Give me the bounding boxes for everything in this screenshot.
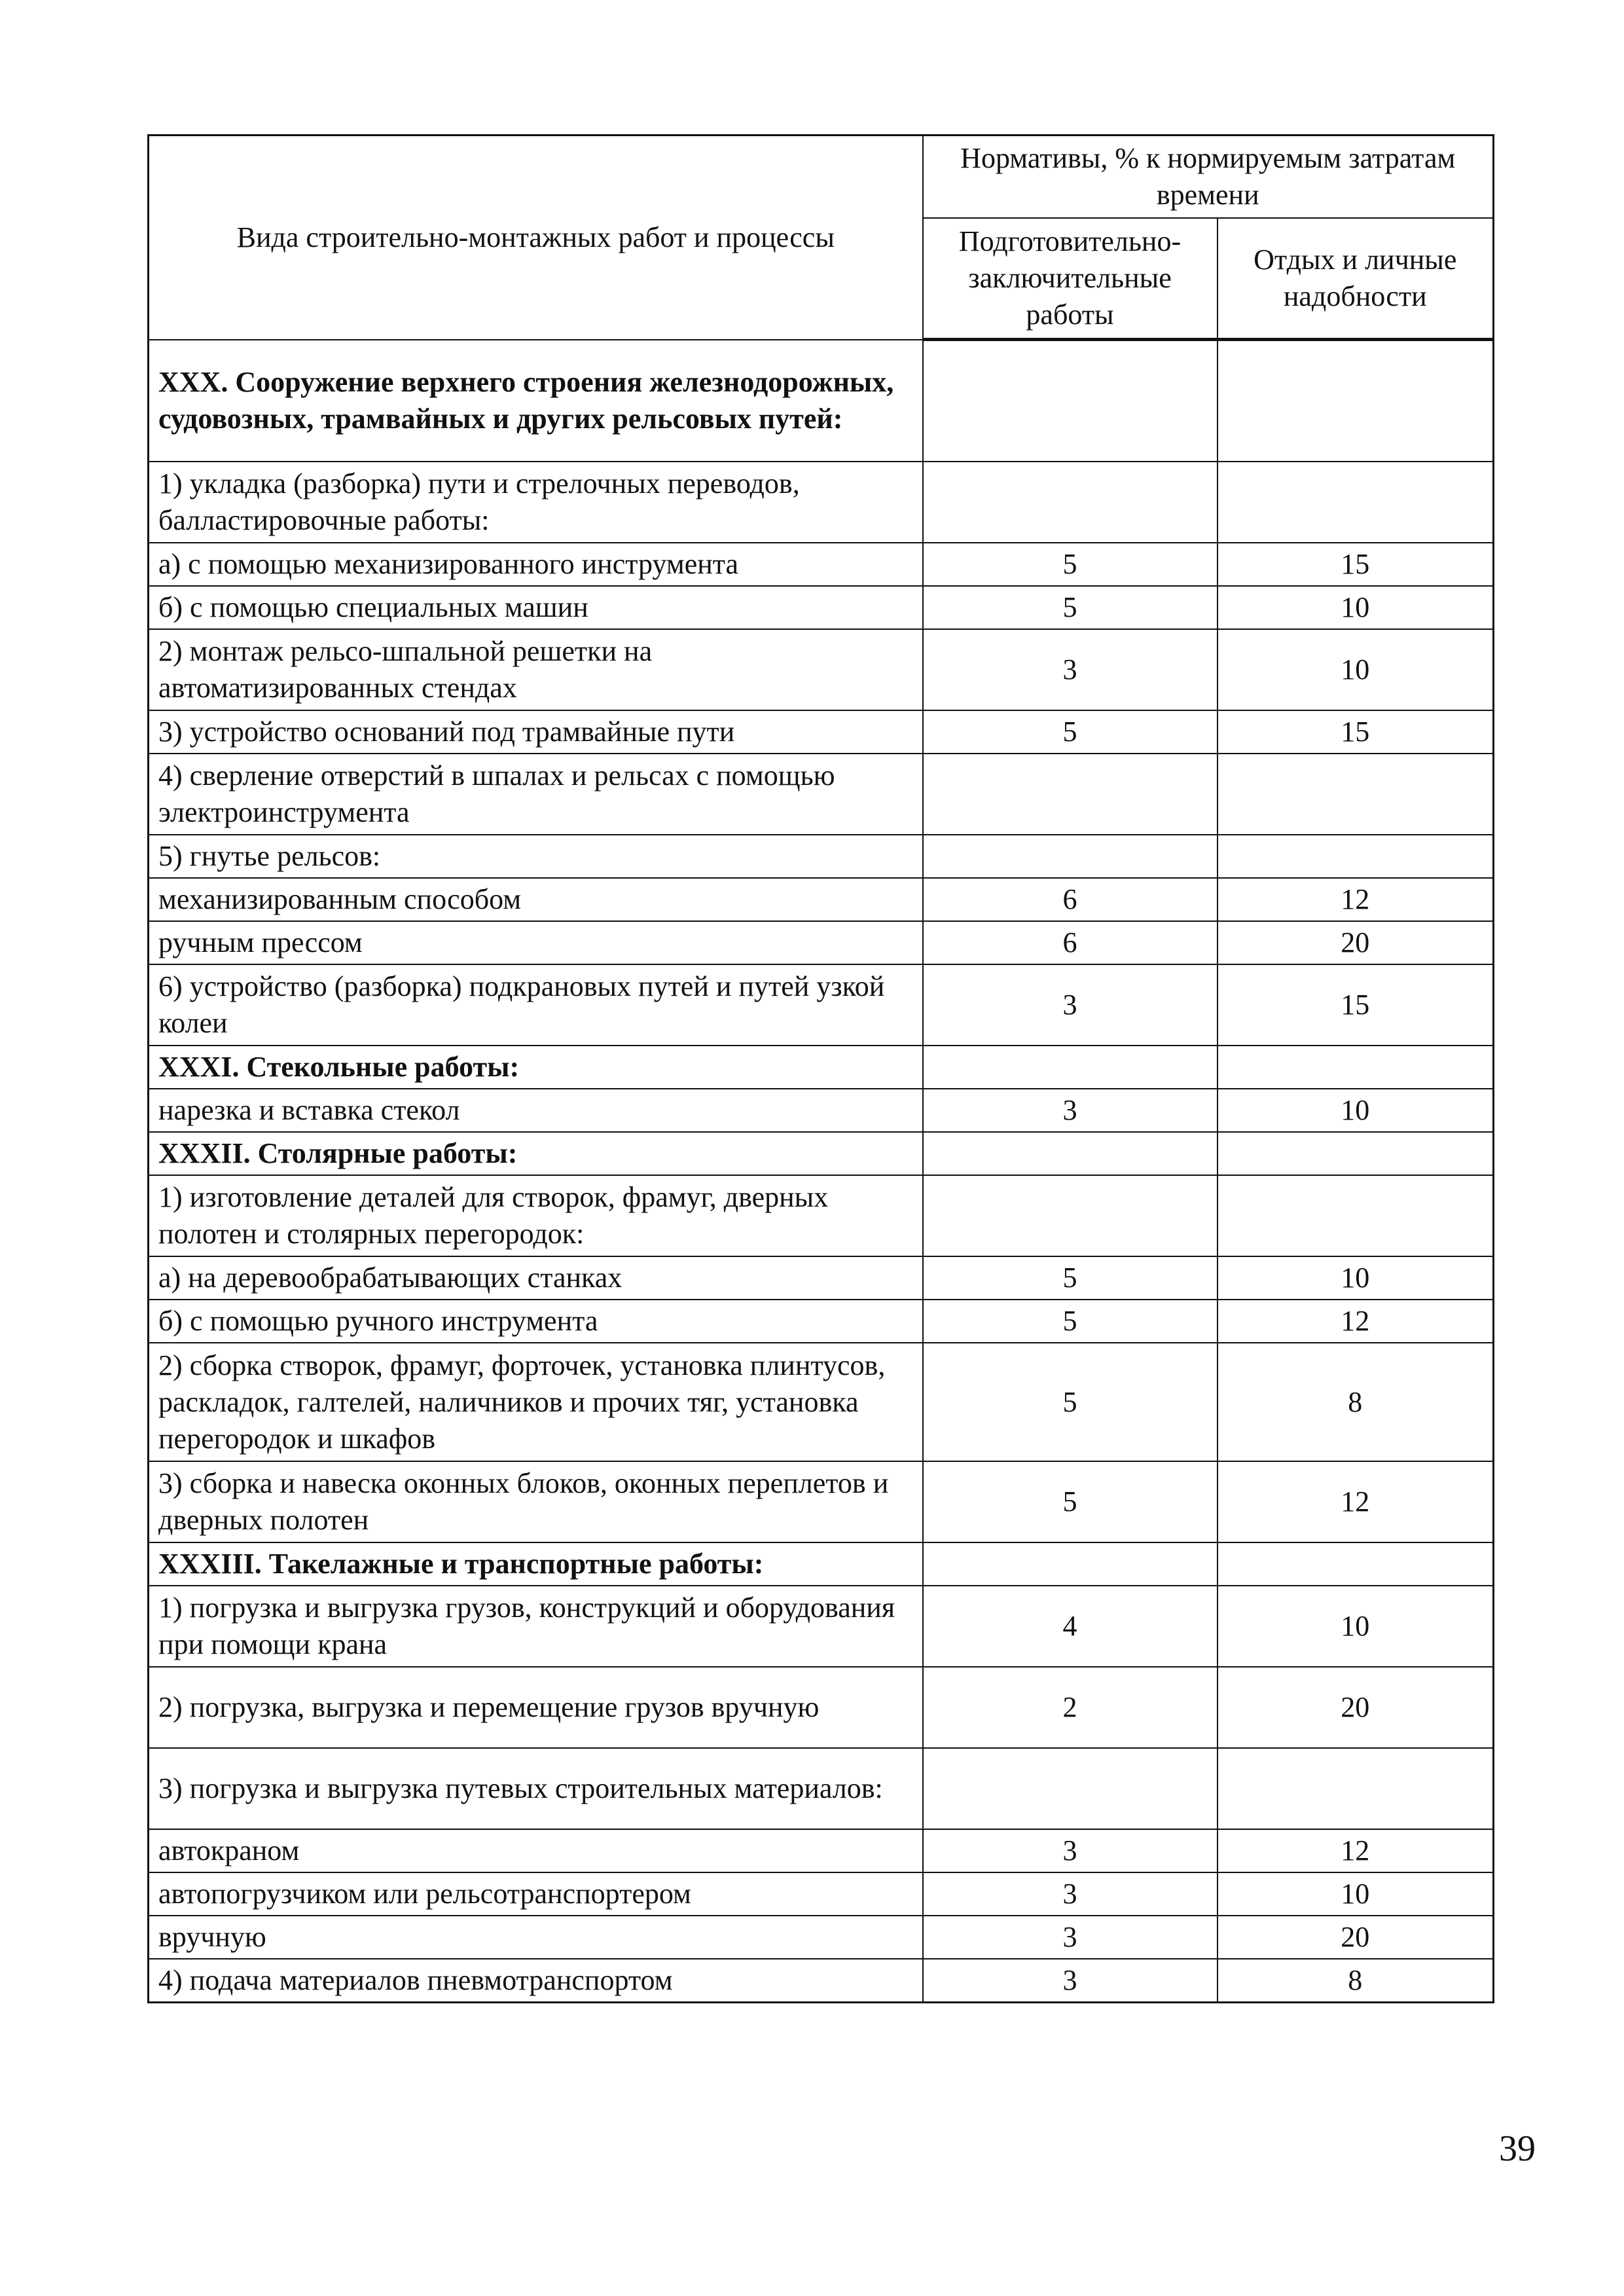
work-name-cell: 4) подача материалов пневмотранспортом [149,1959,923,2003]
prep-final-value-cell [923,462,1218,543]
work-name-cell: 1) изготовление деталей для створок, фрамуг, дверных полотен и столярных перегородок: [149,1175,923,1256]
header-rest-personal-needs: Отдых и личные надобности [1218,218,1494,340]
work-name-cell: 3) погрузка и выгрузка путевых строительных материалов: [149,1748,923,1829]
prep-final-value-cell: 3 [923,1959,1218,2003]
rest-value-cell: 12 [1218,1829,1494,1872]
rest-value-cell [1218,835,1494,878]
work-name-cell: 2) погрузка, выгрузка и перемещение грузов вручную [149,1667,923,1748]
work-name-cell: автокраном [149,1829,923,1872]
prep-final-value-cell: 6 [923,921,1218,964]
norms-table [147,134,1494,2003]
table-row [149,1916,1494,1959]
header-work-types: Вида строительно-монтажных работ и процессы [149,136,923,340]
rest-value-cell [1218,340,1494,462]
prep-final-value-cell [923,754,1218,835]
rest-value-cell: 10 [1218,629,1494,710]
prep-final-value-cell: 5 [923,1300,1218,1343]
header-row-1 [149,136,1494,219]
rest-value-cell: 8 [1218,1959,1494,2003]
header-prep-final-work: Подготовительно-заключительные работы [923,218,1218,340]
work-name-cell: б) с помощью специальных машин [149,586,923,629]
prep-final-value-cell: 3 [923,964,1218,1046]
prep-final-value-cell: 3 [923,629,1218,710]
rest-value-cell [1218,754,1494,835]
rest-value-cell: 15 [1218,710,1494,754]
rest-value-cell [1218,1542,1494,1586]
prep-final-value-cell [923,835,1218,878]
rest-value-cell [1218,1175,1494,1256]
rest-value-cell [1218,462,1494,543]
table-row [149,1343,1494,1461]
work-name-cell: 1) укладка (разборка) пути и стрелочных переводов, балластировочные работы: [149,462,923,543]
table-row [149,1667,1494,1748]
work-name-cell: 2) монтаж рельсо-шпальной решетки на автоматизированных стендах [149,629,923,710]
rest-value-cell: 20 [1218,1667,1494,1748]
table-row [149,629,1494,710]
rest-value-cell: 12 [1218,878,1494,921]
work-name-cell: ручным прессом [149,921,923,964]
rest-value-cell: 8 [1218,1343,1494,1461]
work-name-cell: XXXIII. Такелажные и транспортные работы: [149,1542,923,1586]
table-row [149,1586,1494,1667]
table-row [149,1089,1494,1132]
rest-value-cell: 12 [1218,1300,1494,1343]
prep-final-value-cell: 3 [923,1916,1218,1959]
rest-value-cell [1218,1748,1494,1829]
rest-value-cell: 20 [1218,921,1494,964]
prep-final-value-cell: 5 [923,586,1218,629]
work-name-cell: 1) погрузка и выгрузка грузов, конструкций и оборудования при помощи крана [149,1586,923,1667]
work-name-cell: 3) сборка и навеска оконных блоков, оконных переплетов и дверных полотен [149,1461,923,1542]
prep-final-value-cell: 5 [923,1461,1218,1542]
work-name-cell: механизированным способом [149,878,923,921]
rest-value-cell [1218,1132,1494,1175]
table-row [149,1829,1494,1872]
rest-value-cell: 20 [1218,1916,1494,1959]
table-row [149,835,1494,878]
prep-final-value-cell: 5 [923,1256,1218,1300]
work-name-cell: 4) сверление отверстий в шпалах и рельсах с помощью электроинструмента [149,754,923,835]
prep-final-value-cell: 5 [923,1343,1218,1461]
table-row [149,586,1494,629]
rest-value-cell: 10 [1218,1089,1494,1132]
prep-final-value-cell [923,340,1218,462]
table-body [149,340,1494,2003]
prep-final-value-cell: 3 [923,1872,1218,1916]
table-row [149,1959,1494,2003]
header-norms: Нормативы, % к нормируемым затратам времени [923,136,1494,219]
page-number: 39 [1499,2128,1536,2169]
table-row [149,543,1494,586]
section-row [149,340,1494,462]
rest-value-cell: 10 [1218,586,1494,629]
prep-final-value-cell: 5 [923,543,1218,586]
rest-value-cell: 12 [1218,1461,1494,1542]
table-row [149,1256,1494,1300]
prep-final-value-cell [923,1132,1218,1175]
table-row [149,1175,1494,1256]
work-name-cell: 3) устройство оснований под трамвайные пути [149,710,923,754]
rest-value-cell: 10 [1218,1586,1494,1667]
prep-final-value-cell: 5 [923,710,1218,754]
work-name-cell: 2) сборка створок, фрамуг, форточек, установка плинтусов, раскладок, галтелей, наличников и прочих тяг, установка перегородок и шкафов [149,1343,923,1461]
section-row [149,1542,1494,1586]
table-row [149,1300,1494,1343]
prep-final-value-cell [923,1542,1218,1586]
table-row [149,921,1494,964]
table-header [149,136,1494,340]
table-row [149,710,1494,754]
work-name-cell: XXXII. Столярные работы: [149,1132,923,1175]
table-row [149,1748,1494,1829]
table-row [149,754,1494,835]
rest-value-cell: 10 [1218,1872,1494,1916]
prep-final-value-cell: 6 [923,878,1218,921]
work-name-cell: нарезка и вставка стекол [149,1089,923,1132]
work-name-cell: XXXI. Стекольные работы: [149,1046,923,1089]
table-row [149,964,1494,1046]
table-row [149,1872,1494,1916]
rest-value-cell: 15 [1218,964,1494,1046]
work-name-cell: а) с помощью механизированного инструмента [149,543,923,586]
rest-value-cell: 15 [1218,543,1494,586]
work-name-cell: вручную [149,1916,923,1959]
work-name-cell: XXX. Сооружение верхнего строения железнодорожных, судовозных, трамвайных и других рельсовых путей: [149,340,923,462]
prep-final-value-cell: 4 [923,1586,1218,1667]
work-name-cell: автопогрузчиком или рельсотранспортером [149,1872,923,1916]
rest-value-cell [1218,1046,1494,1089]
section-row [149,1046,1494,1089]
section-row [149,1132,1494,1175]
prep-final-value-cell [923,1046,1218,1089]
prep-final-value-cell [923,1175,1218,1256]
prep-final-value-cell: 3 [923,1829,1218,1872]
prep-final-value-cell [923,1748,1218,1829]
work-name-cell: 6) устройство (разборка) подкрановых путей и путей узкой колеи [149,964,923,1046]
work-name-cell: 5) гнутье рельсов: [149,835,923,878]
work-name-cell: а) на деревообрабатывающих станках [149,1256,923,1300]
table-row [149,1461,1494,1542]
prep-final-value-cell: 2 [923,1667,1218,1748]
table-row [149,462,1494,543]
work-name-cell: б) с помощью ручного инструмента [149,1300,923,1343]
prep-final-value-cell: 3 [923,1089,1218,1132]
rest-value-cell: 10 [1218,1256,1494,1300]
table-row [149,878,1494,921]
